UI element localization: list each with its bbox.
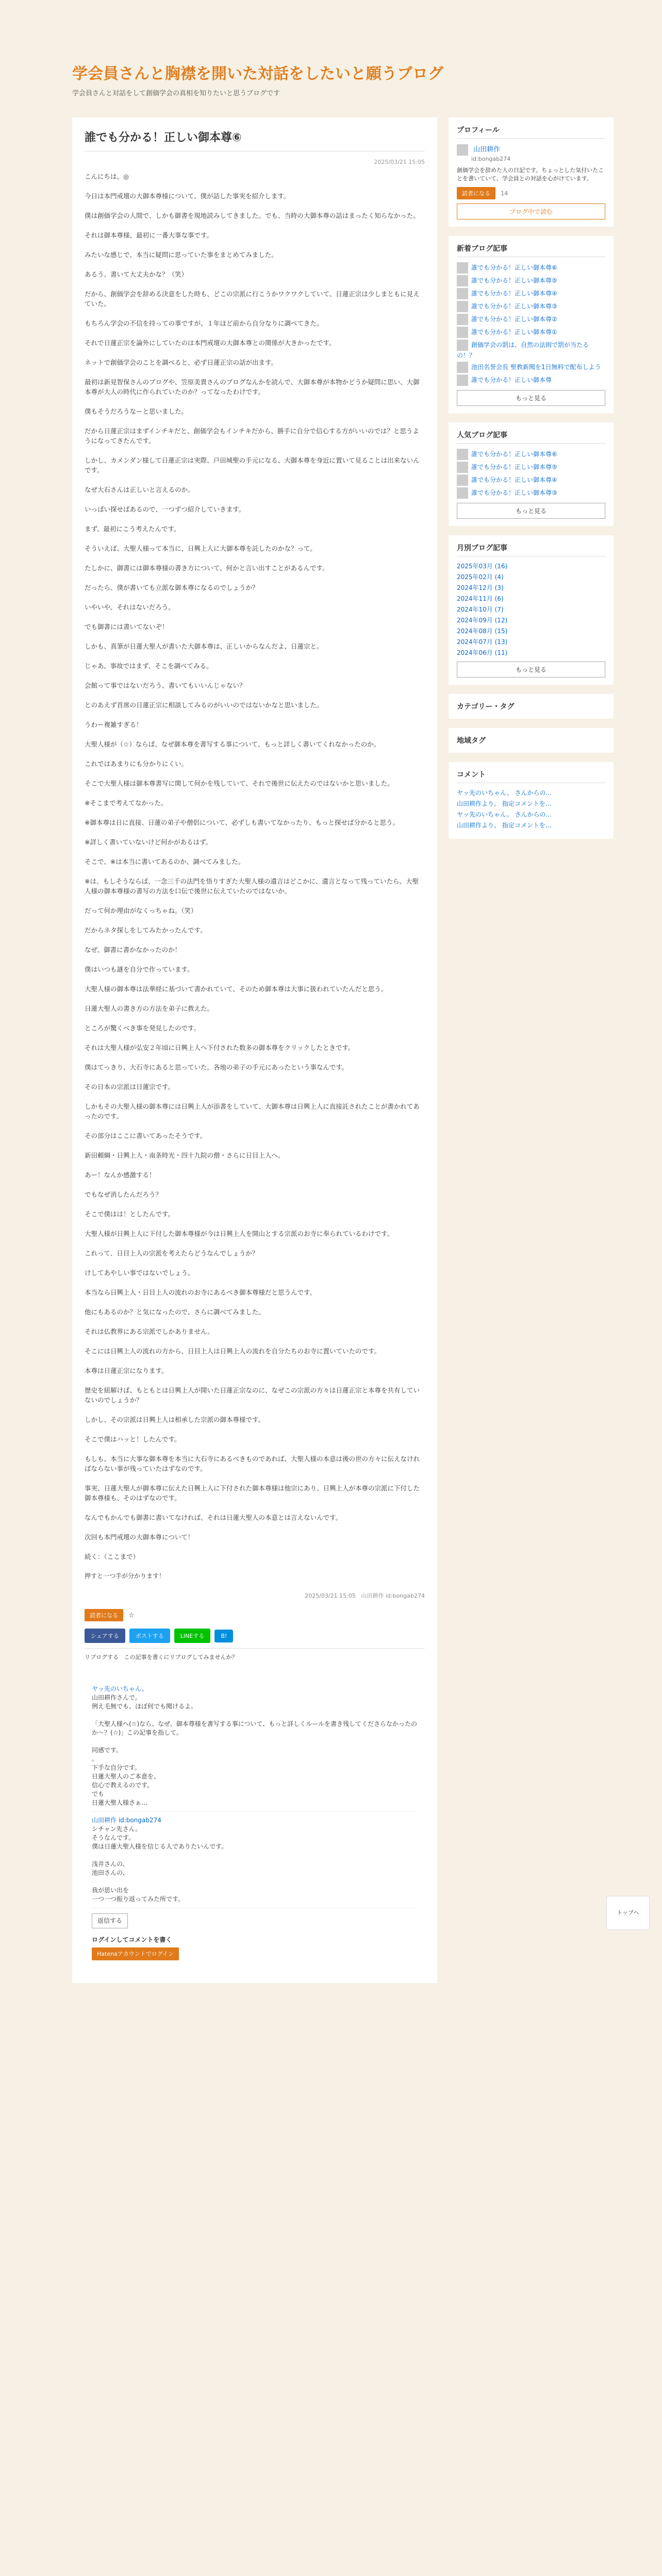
article-paragraph: 僕は創価学会の人間で、しかも御書を現地読みしてきました。でも、当時の大御本尊の話はまったく知らなかった。 — [85, 212, 420, 219]
article-paragraph: そこには日興上人の流れの方から、日目上人は日興上人の流れを自分たちのお寺に置いていたのです。 — [85, 1347, 381, 1355]
article-paragraph: 会館って事ではないだろう、書いてもいいんじゃない？ — [85, 682, 246, 689]
article-paragraph: いっぱい探せばあるので、一つずつ紹介していきます。 — [85, 505, 245, 513]
recent-posts — [449, 236, 614, 413]
monthly-archive-link[interactable]: 2024年10月 (7) — [457, 605, 504, 613]
article-paragraph: それは大聖人様が弘安２年頃に日興上人へ下付された数多の御本尊をクリックしたときです。 — [85, 1044, 355, 1052]
popular-more-button[interactable]: もっと見る — [457, 503, 605, 519]
share-facebook-button[interactable]: シェアする — [85, 1629, 125, 1643]
recent-post-link[interactable]: 池田名誉会長 聖教新聞を1日無料で配布しよう — [457, 362, 605, 373]
recent-post-link[interactable]: 誰でも分かる！正しい御本尊② — [457, 314, 605, 325]
profile-desc: 創価学会を辞めた人の日記です。ちょっとした気付いたことを書いていて、学会員との対話を心がけています。 — [457, 166, 604, 182]
article-paragraph: 続く：（ここまで） — [85, 1553, 140, 1561]
article-paragraph: そういえば、大聖人様って本当に、日興上人に大御本尊を託したのかな？って。 — [85, 545, 317, 552]
article-paragraph: これって、日目上人の宗派を考えたらどうなんでしょうか？ — [85, 1249, 259, 1257]
recent-post-link[interactable]: 創価学会の罰は、自然の法則で罰が当たるの！？ — [457, 340, 605, 360]
article-paragraph: しかもその大聖人様の御本尊には日興上人が添書をしていて、大御本尊は日興上人に直接託されたことが書かれてあったのです。 — [85, 1103, 420, 1120]
article-paragraph: なぜ大石さんは正しいと言えるのか。 — [85, 486, 194, 494]
thumbnail-icon — [457, 275, 468, 286]
article-title[interactable]: 誰でも分かる！正しい御本尊⑥ — [85, 129, 425, 151]
comment-text: シチャン先さん。 そうなんです。 僕は日蓮大聖人様を信じる人でありたいんです。 浅井さんの、 池田さんの、 我が思い出を 一つ一つ振り返ってみた所です。 — [92, 1825, 228, 1903]
thumbnail-icon — [457, 327, 468, 338]
article-paragraph: その部分はここに書いてあったそうです。 — [85, 1132, 207, 1140]
footer-note: 押すと一つ手が分かります！ — [85, 1572, 166, 1580]
monthly-list — [457, 562, 605, 657]
share-line-button[interactable]: LINEする — [174, 1629, 211, 1643]
article-paragraph: けしてあやしい事ではないでしょう。 — [85, 1269, 194, 1277]
article-paragraph: 僕もそうだろうなーと思いました。 — [85, 408, 188, 415]
article-paragraph: ※そこまで考えてなかった。 — [85, 799, 168, 807]
article-paragraph: それは御本尊様、最初に一番大事な事です。 — [85, 231, 213, 239]
blog-title[interactable]: 学会員さんと胸襟を開いた対話をしたいと願うブログ — [72, 65, 443, 83]
article-paragraph: ※詳しく書いていないけど何かがあるはず。 — [85, 838, 212, 846]
article-paragraph: だから日蓮正宗はまずインチキだと、創価学会もインチキだから、勝手に自分で信心する方がいいのでは？と思うようになってきたんです。 — [85, 427, 419, 445]
comments-card — [449, 762, 614, 839]
article-date: 2025/03/21 15:05 — [374, 159, 425, 165]
sidebar-comment-link[interactable]: ヤッ先のいちゃん。 さんからの... — [457, 810, 552, 818]
map-card — [449, 728, 614, 753]
popular-posts — [449, 422, 614, 526]
article-paragraph: でもなぜ消したんだろう？ — [85, 1191, 162, 1198]
thumbnail-icon — [457, 262, 468, 274]
article-paragraph: ※は、もしそうならば、一念三千の法門を悟りすぎた大聖人様の遺言はどこかに、遺言となって残っていたら、大聖人様の御本尊様の書写の方法を口伝で後世に伝えていたのではないか。 — [85, 877, 419, 895]
monthly-title: 月別ブログ記事 — [457, 543, 605, 556]
article-paragraph: みたいな感じで、本当に疑問に思っていた事をまとめてみました。 — [85, 251, 278, 259]
article-paragraph: だから、創価学会を辞める決意をした時も、どこの宗派に行こうかワクワクしていて、日蓮正宗は少しまともに見えていた。 — [85, 290, 420, 308]
follow-button[interactable]: 読者になる — [457, 187, 495, 199]
read-more-button[interactable]: 読者になる — [85, 1609, 123, 1621]
article-paragraph: しかも、真筆が日蓮大聖人が書いた大御本尊は、正しいからなんだよ、日蓮宗と。 — [85, 642, 323, 650]
article-paragraph: あるう、書いて大丈夫かな？（笑） — [85, 270, 188, 278]
article-paragraph: もしも、本当に大事な御本尊を本当に大石寺にあるべきものであれば、大聖人様の本意は後の世の方々に伝えなければならない事が残っていたはずなのです。 — [85, 1455, 420, 1472]
article-paragraph: じゃあ、事故ではまず、そこを調べてみる。 — [85, 662, 213, 670]
monthly-archive-link[interactable]: 2024年06月 (11) — [457, 649, 508, 656]
article-paragraph: 大聖人様が日興上人に下付した御本尊様が今は日興上人を開山とする宗派のお寺に奉られているわけです。 — [85, 1230, 394, 1238]
sidebar — [449, 117, 614, 848]
recent-title: 新着ブログ記事 — [457, 243, 605, 257]
author-link[interactable]: 山田耕作 id:bongab274 — [361, 1592, 425, 1599]
article-paragraph: 大聖人様の御本尊は法華経に基づいて書かれていて、そのため御本尊は大事に扱われていたんだと思う。 — [85, 985, 388, 993]
follow-count: 14 — [501, 190, 508, 197]
comment-item — [92, 1812, 418, 1908]
popular-post-link[interactable]: 誰でも分かる！正しい御本尊④ — [457, 474, 605, 486]
comment-author[interactable]: 山田耕作 id:bongab274 — [92, 1817, 161, 1824]
article-paragraph: ネットで創価学会のことを調べると、必ず日蓮正宗の話が出ます。 — [85, 359, 278, 366]
login-heading: ログインしてコメントを書く — [92, 1936, 172, 1943]
article-actions — [85, 1609, 425, 1661]
recent-post-link[interactable]: 誰でも分かる！正しい御本尊③ — [457, 301, 605, 312]
reblog-button[interactable]: リブログする — [85, 1654, 119, 1660]
share-x-button[interactable]: ポストする — [129, 1629, 170, 1643]
thumbnail-icon — [457, 375, 468, 386]
recent-post-link[interactable]: 誰でも分かる！正しい御本尊⑥ — [457, 262, 605, 274]
article-paragraph: そこで、※は本当に書いてあるのか、調べてみました。 — [85, 858, 245, 866]
sidebar-comment-link[interactable]: ヤッ先のいちゃん。 さんからの... — [457, 789, 552, 796]
reply-button[interactable]: 返信する — [92, 1913, 128, 1928]
article-paragraph: とのあえず首席の日蓮正宗に相談してみるのがいいのではないかなと思いました。 — [85, 701, 323, 709]
monthly-archive-link[interactable]: 2024年08月 (15) — [457, 627, 508, 635]
profile-title: プロフィール — [457, 125, 605, 139]
article-paragraph: あー！なんか感激する！ — [85, 1171, 156, 1179]
article-paragraph: だって何か理由がなくっちゃね。（笑） — [85, 907, 197, 914]
recent-more-button[interactable]: もっと見る — [457, 390, 605, 406]
thumbnail-icon — [457, 462, 468, 473]
monthly-archive-link[interactable]: 2024年12月 (3) — [457, 584, 504, 591]
map-title: 地域タグ — [457, 736, 486, 745]
monthly-archive-link[interactable]: 2024年07月 (13) — [457, 638, 508, 646]
recent-post-link[interactable]: 誰でも分かる！正しい御本尊① — [457, 327, 605, 338]
profile-id: id:bongab274 — [471, 155, 511, 162]
article-paragraph: しかし、カメンダン様して日蓮正宗は実際、戸田城聖の手元になる、大御本尊を身近に置いて見ることは出来ないんです。 — [85, 456, 420, 474]
article-paragraph: ところが驚くべき事を発見したのです。 — [85, 1024, 201, 1032]
recent-post-link[interactable]: 誰でも分かる！正しい御本尊⑤ — [457, 275, 605, 286]
article-paragraph: なぜ、御書に書かなかったのか！ — [85, 946, 181, 954]
recent-post-link[interactable]: 誰でも分かる！正しい御本尊 — [457, 375, 605, 386]
article — [72, 117, 437, 1983]
main-column — [72, 117, 437, 1983]
popular-post-link[interactable]: 誰でも分かる！正しい御本尊③ — [457, 487, 605, 499]
monthly-archive — [449, 535, 614, 685]
comment-text: 山田耕作さんで。 例え毛無でも、ほぼ何でも聞けるよ。 「大聖人様へ(☆)なら、なぜ、御本尊様を書写する事について、もっと詳しくルールを書き残してくださらなかったのか～？(☆)」この記事を指して。 同感です。 。 下手な自分です。 日蓮大聖人のご本意を、 信心で教えるのです。 でも 日蓮大聖人様さぁ… — [92, 1694, 418, 1806]
monthly-archive-link[interactable]: 2024年09月 (12) — [457, 616, 508, 624]
thumbnail-icon — [457, 449, 468, 460]
article-paragraph: それで日蓮正宗を論外にしていたのは本門戒壇の大御本尊との関係が大きかったです。 — [85, 339, 336, 347]
monthly-archive-link[interactable]: 2025年02月 (4) — [457, 573, 504, 581]
thumbnail-icon — [457, 314, 468, 325]
profile-card — [449, 117, 614, 227]
article-paragraph: 日蓮大聖人の書き方の方法を弟子に教えた。 — [85, 1005, 214, 1012]
monthly-more-button[interactable]: もっと見る — [457, 662, 605, 677]
profile-name[interactable]: 山田耕作 — [473, 146, 501, 154]
article-body — [85, 172, 425, 1562]
reblog-text: この記事を書くにリブログしてみませんか？ — [124, 1654, 238, 1660]
article-paragraph: いやいや、それはないだろう。 — [85, 603, 175, 611]
blog-description: 学会員さんと対話をして創価学会の真相を知りたいと思うブログです — [72, 90, 280, 97]
article-paragraph: 大聖人様が（☆）ならば、なぜ御本尊を書写する事について、もっと詳しく書いてくれなかったのか。 — [85, 740, 380, 748]
article-paragraph: もちろん学会の不信を持っての事ですが、１年ほど前から自分なりに調べてきた。 — [85, 319, 323, 327]
blog-link-button[interactable]: ブログ中で読む — [457, 204, 605, 219]
article-paragraph: 歴史を紐解けば、もともとは日興上人が開いた日蓮正宗なのに、なぜこの宗派の方々は日蓮正宗と本尊を共有していないのでしょうか？ — [85, 1386, 420, 1404]
hatena-login-button[interactable]: Hatenaアカウントでログイン — [92, 1947, 179, 1960]
article-paragraph: これではあまりにも分かりにくい。 — [85, 760, 188, 768]
recent-post-link[interactable]: 誰でも分かる！正しい御本尊④ — [457, 288, 605, 299]
monthly-archive-link[interactable]: 2025年03月 (16) — [457, 562, 508, 570]
article-paragraph: 僕はいつも謎を自分で作っています。 — [85, 965, 194, 973]
article-paragraph: 他にもあるのか？と気になったので、さらに調べてみました。 — [85, 1308, 265, 1316]
star-icon[interactable]: ☆ — [128, 1612, 135, 1619]
blog-header — [72, 61, 443, 97]
monthly-archive-link[interactable]: 2024年11月 (6) — [457, 595, 504, 602]
article-paragraph: その日本の宗派は日蓮宗です。 — [85, 1083, 175, 1091]
post-date: 2025/03/21 15:05 — [305, 1592, 356, 1599]
share-hatena-button[interactable]: B! — [214, 1630, 233, 1642]
category-title: カテゴリー・タグ — [457, 702, 515, 711]
article-paragraph: 僕はてっきり、大石寺にあると思っていた。各地の弟子の手元にあったという事なんです。 — [85, 1063, 349, 1071]
article-paragraph: 今日は本門戒壇の大御本尊様について、僕が話した事実を紹介します。 — [85, 192, 290, 200]
article-paragraph: 本当なら日興上人・日目上人の流れのお寺にあるべき御本尊様だと思うんです。 — [85, 1289, 317, 1296]
popular-title: 人気ブログ記事 — [457, 430, 605, 444]
comments-card-title: コメント — [457, 769, 605, 783]
comment-author[interactable]: ヤッ先のいちゃん。 — [92, 1685, 148, 1692]
article-paragraph: こんにちは。◎ — [85, 173, 129, 180]
avatar[interactable] — [457, 144, 468, 156]
article-paragraph: 本尊は日蓮正宗になります。 — [85, 1367, 168, 1375]
sidebar-comment-link[interactable]: 山田耕作より。 指定コメントを... — [457, 821, 552, 829]
article-paragraph: 最初は新見智保さんのブログや、笠原美貴さんのブログなんかを読んで、大御本尊が本物かどうか疑問に思い、大御本尊が大人の時代に作られていたのか？ってなったわけです。 — [85, 378, 420, 396]
article-paragraph: まず、最初にこう考えたんです。 — [85, 525, 180, 533]
scroll-top-button[interactable]: トップへ — [606, 1896, 650, 1930]
side-comments-list — [457, 788, 605, 830]
article-paragraph: でも御書には書いてないぞ！ — [85, 623, 169, 631]
article-paragraph: だったら、僕が書いても立派な御本尊になるのでしょうか？ — [85, 584, 259, 591]
comments-section — [85, 1673, 425, 1968]
category-card — [449, 694, 614, 719]
thumbnail-icon — [457, 340, 468, 351]
comment-list — [92, 1681, 418, 1908]
thumbnail-icon — [457, 288, 468, 299]
popular-post-link[interactable]: 誰でも分かる！正しい御本尊⑤ — [457, 462, 605, 473]
popular-post-link[interactable]: 誰でも分かる！正しい御本尊⑥ — [457, 449, 605, 460]
article-paragraph: たしかに、御書には御本尊様の書き方について、何かと言い出すことがあるんです。 — [85, 564, 329, 572]
article-paragraph: だからネタ探しをしてみたかったんです。 — [85, 926, 207, 934]
article-paragraph: そこで僕はは！としたんです。 — [85, 1210, 175, 1218]
article-paragraph: そこで僕はハッと！したんです。 — [85, 1435, 181, 1443]
article-paragraph: なんでもかんでも御書に書いてなければ、それは日蓮大聖人の本意とは言えないんです。 — [85, 1514, 342, 1521]
popular-list — [457, 449, 605, 499]
article-paragraph: しかし、その宗派は日興上人は相承した宗派の御本尊様です。 — [85, 1416, 265, 1423]
article-paragraph: ※御本尊は日に直接、日蓮の弟子や僧侶について、必ずしも書いてなかったり、もっと探せば分かると思う。 — [85, 819, 399, 826]
thumbnail-icon — [457, 487, 468, 499]
thumbnail-icon — [457, 362, 468, 373]
article-paragraph: 次回も本門戒壇の大御本尊について！ — [85, 1533, 194, 1541]
article-paragraph: 新田頼綱・日興上人・南条時光・四十九院の僧・さらに日目上人へ。 — [85, 1151, 285, 1159]
thumbnail-icon — [457, 301, 468, 312]
sidebar-comment-link[interactable]: 山田耕作より。 指定コメントを... — [457, 800, 552, 807]
article-paragraph: そこで大聖人様は御本尊書写に関して何かを残していて、それで後世に伝えたのではないかと思いました。 — [85, 779, 394, 787]
article-paragraph: 事実、日蓮大聖人が御本尊に伝えた日興上人に下付された御本尊様は他宗にあり、日興上人が本尊の宗派に下付した御本尊様も、そのはずなのです。 — [85, 1484, 420, 1502]
article-paragraph: それは仏教界にある宗派でしかありません。 — [85, 1328, 214, 1335]
comment-item — [92, 1681, 418, 1812]
article-paragraph: うわー複雑すぎる！ — [85, 721, 143, 728]
recent-list — [457, 262, 605, 386]
thumbnail-icon — [457, 474, 468, 486]
